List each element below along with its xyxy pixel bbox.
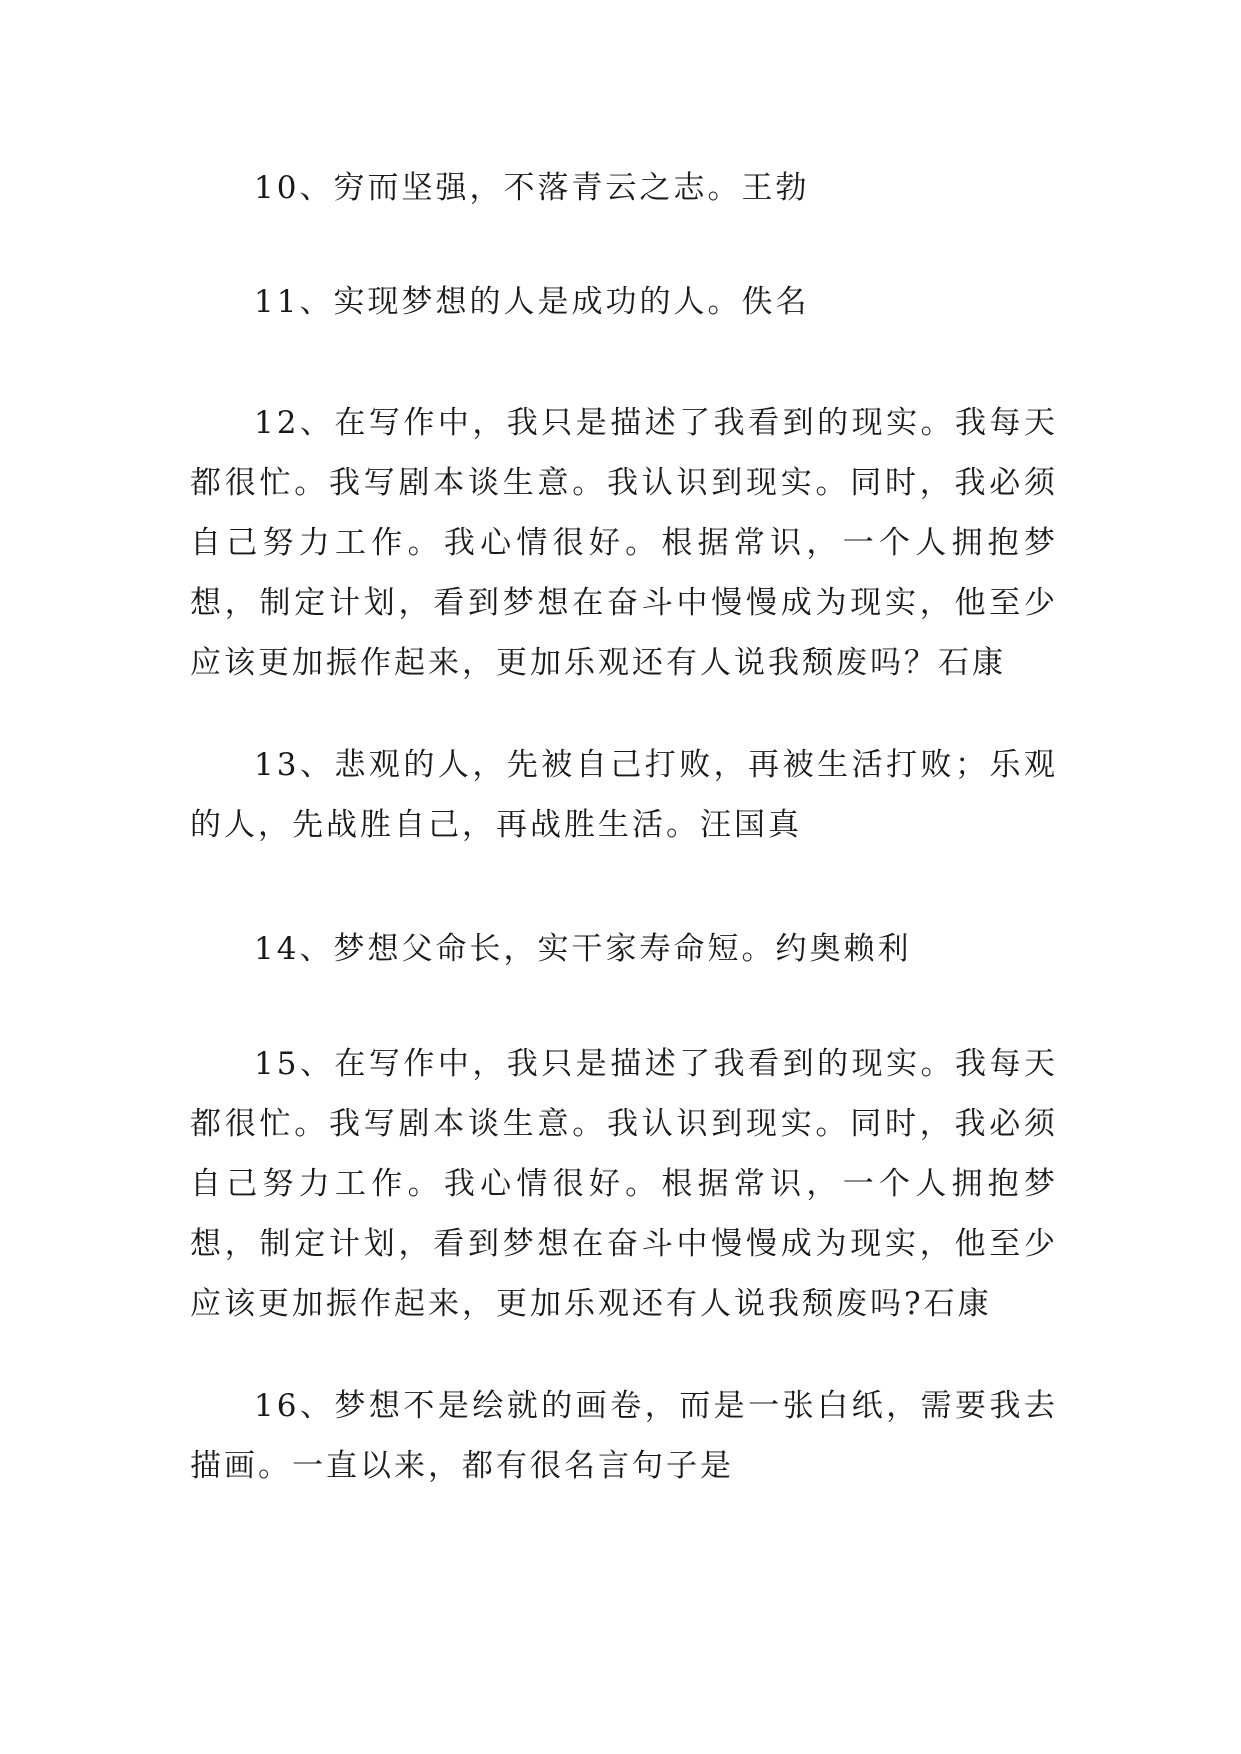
quote-paragraph-15: 15、在写作中，我只是描述了我看到的现实。我每天都很忙。我写剧本谈生意。我认识到现实。同时，我必须自己努力工作。我心情很好。根据常识，一个人拥抱梦想，制定计划，看到梦想在奋斗中慢慢成为现实，他至少应该更加振作起来，更加乐观还有人说我颓废吗?石康 bbox=[190, 1046, 1058, 1322]
quote-paragraph-13: 13、悲观的人，先被自己打败，再被生活打败；乐观的人，先战胜自己，再战胜生活。汪国真 bbox=[190, 747, 1058, 843]
quote-paragraph-16: 16、梦想不是绘就的画卷，而是一张白纸，需要我去描画。一直以来，都有很名言句子是 bbox=[190, 1388, 1058, 1484]
quote-paragraph-11: 11、实现梦想的人是成功的人。佚名 bbox=[254, 284, 810, 320]
quote-paragraph-14: 14、梦想父命长，实干家寿命短。约奥赖利 bbox=[254, 931, 912, 967]
quote-paragraph-10: 10、穷而坚强，不落青云之志。王勃 bbox=[254, 170, 810, 206]
quote-paragraph-12: 12、在写作中，我只是描述了我看到的现实。我每天都很忙。我写剧本谈生意。我认识到现实。同时，我必须自己努力工作。我心情很好。根据常识，一个人拥抱梦想，制定计划，看到梦想在奋斗中慢慢成为现实，他至少应该更加振作起来，更加乐观还有人说我颓废吗？石康 bbox=[190, 405, 1058, 681]
